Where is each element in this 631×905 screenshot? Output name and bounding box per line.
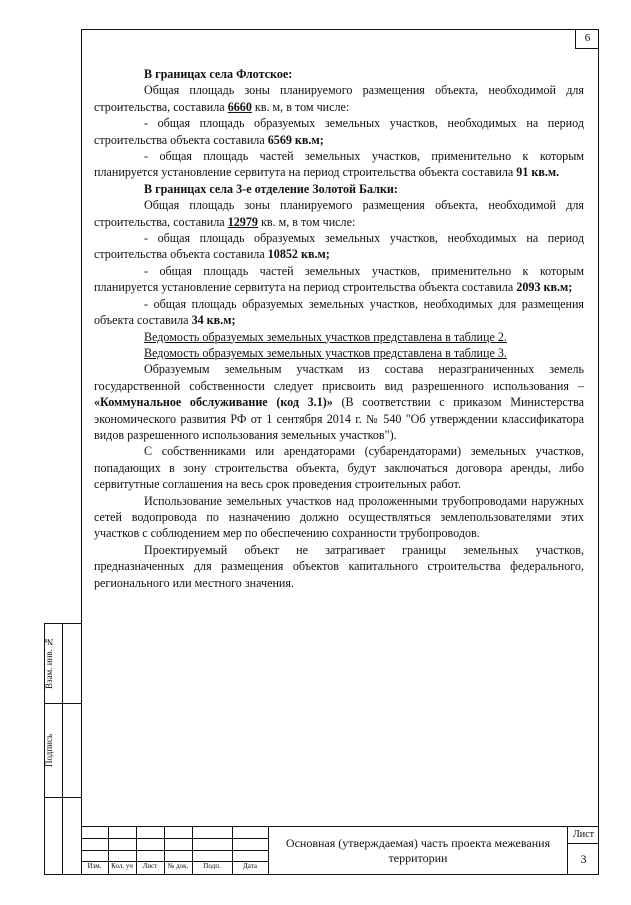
sheet-number: 3 bbox=[580, 852, 587, 866]
col-signature: Подп. bbox=[203, 862, 221, 870]
heading-flotskoe: В границах села Флотское: bbox=[144, 67, 293, 81]
grid-row-line bbox=[81, 850, 268, 851]
side-stamp-row-line bbox=[44, 703, 81, 704]
sheet-label: Лист bbox=[568, 826, 599, 844]
paragraph-lease-agreements: С собственниками или арендаторами (субарендаторами) земельных участков, попадающих в зону строительства объекта, будут заключаться договора аренды, либо сервитутные соглашения на весь срок проведения строительных работ. bbox=[94, 444, 584, 492]
col-kol-uch: Кол. уч bbox=[111, 862, 133, 870]
document-body bbox=[94, 66, 584, 591]
paragraph-formed-plots-flotskoe: - общая площадь образуемых земельных участков, необходимых на период строительства объекта составила 6569 кв.м; bbox=[94, 116, 584, 147]
link-table-2: Ведомость образуемых земельных участков представлена в таблице 2. bbox=[144, 329, 507, 344]
paragraph-total-area-flotskoe: Общая площадь зоны планируемого размещения объекта, необходимой для строительства, составила 6660 кв. м, в том числе: bbox=[94, 83, 584, 114]
title-block-grid bbox=[81, 826, 268, 875]
paragraph-placement-area: - общая площадь образуемых земельных участков, необходимых для размещения объекта составила 34 кв.м; bbox=[94, 296, 584, 328]
paragraph-total-area-zolotaya: Общая площадь зоны планируемого размещения объекта, необходимой для строительства, составила 12979 кв. м, в том числе: bbox=[94, 198, 584, 229]
heading-zolotaya-balka: В границах села 3-е отделение Золотой Балки: bbox=[144, 181, 398, 196]
paragraph-servitude-zolotaya: - общая площадь частей земельных участков, применительно к которым планируется установление сервитута на период строительства объекта составила 2093 кв.м; bbox=[94, 263, 584, 295]
side-stamp-row-line-2 bbox=[44, 797, 81, 798]
paragraph-pipeline-use: Использование земельных участков над проложенными трубопроводами наружных сетей водопровода по назначению должно осуществляться землепользователями этих участков с соблюдением мер по обеспечению сохранности трубопроводов. bbox=[94, 493, 584, 541]
page-number: 6 bbox=[575, 29, 599, 49]
title-block bbox=[81, 826, 599, 875]
paragraph-servitude-flotskoe: - общая площадь частей земельных участков, применительно к которым планируется установление сервитута на период строительства объекта составила 91 кв.м. bbox=[94, 149, 584, 180]
side-label-inv: Взам. инв. № bbox=[44, 636, 54, 690]
col-list: Лист bbox=[142, 862, 158, 870]
col-doc-number: № док. bbox=[167, 862, 189, 870]
col-date: Дата bbox=[243, 862, 257, 870]
paragraph-project-scope: Проектируемый объект не затрагивает границы земельных участков, предназначенных для размещения объектов капитального строительства федерального, регионального или местного значения. bbox=[94, 542, 584, 590]
col-izm: Изм. bbox=[87, 862, 102, 870]
document-title: Основная (утверждаемая) часть проекта межевания территории bbox=[268, 826, 568, 875]
paragraph-formed-plots-zolotaya: - общая площадь образуемых земельных участков, необходимых на период строительства объекта составила 10852 кв.м; bbox=[94, 231, 584, 262]
link-table-3: Ведомость образуемых земельных участков представлена в таблице 3. bbox=[144, 345, 507, 360]
paragraph-permitted-use: Образуемым земельным участкам из состава неразграниченных земель государственной собственности следует присвоить вид разрешенного использования – «Коммунальное обслуживание (код 3.1)» (В соответствии с приказом Министерства экономического развития РФ от 1 сентября 2014 г. № 540 "Об утверждении классификатора видов разрешенного использования земельных участков"). bbox=[94, 362, 585, 442]
side-label-sign: Подпись bbox=[44, 733, 54, 768]
grid-row-line bbox=[81, 838, 268, 839]
